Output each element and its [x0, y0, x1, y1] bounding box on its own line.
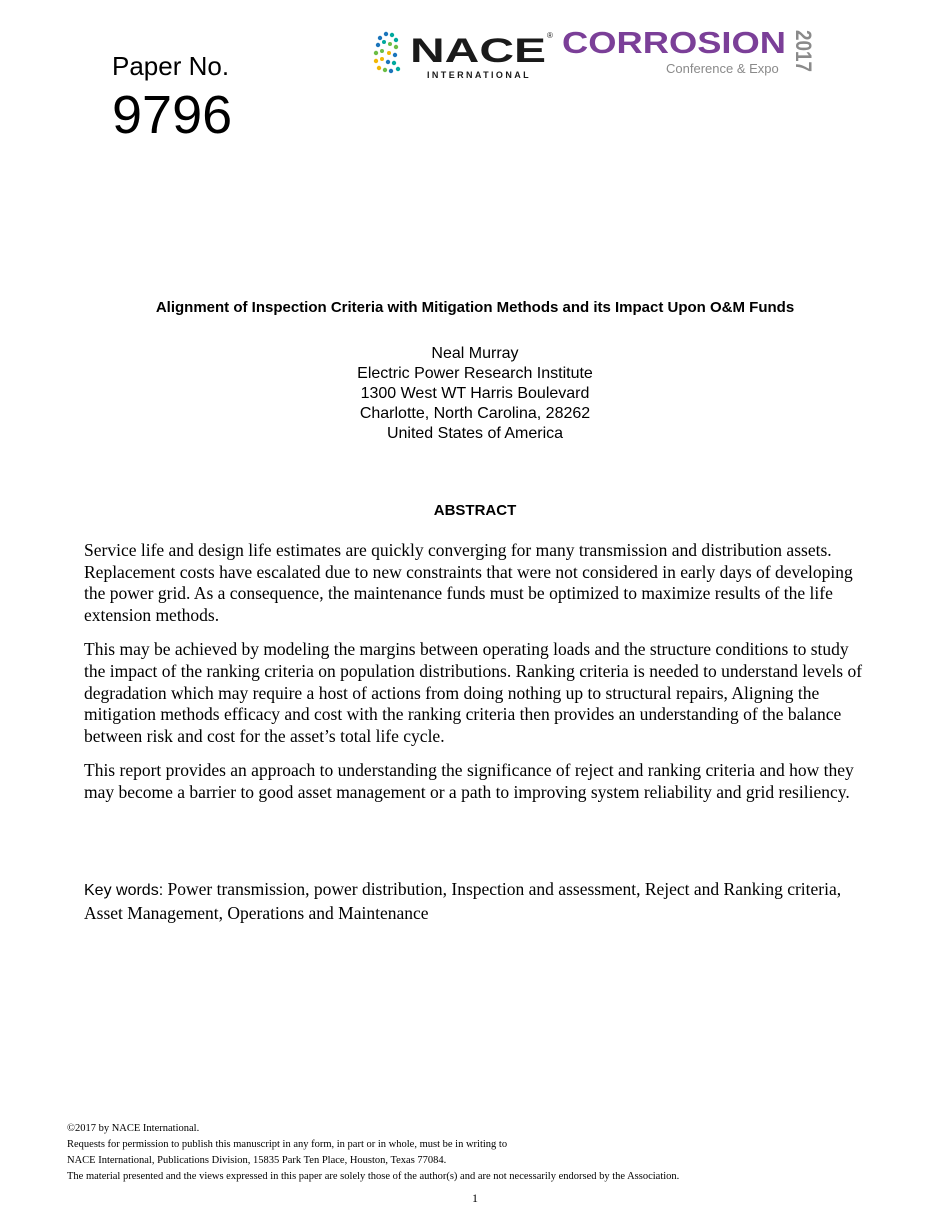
abstract-heading: ABSTRACT — [433, 502, 517, 519]
author-street: 1300 West WT Harris Boulevard — [360, 385, 590, 402]
footer-line: Requests for permission to publish this manuscript in any form, in part or in whole, must be in writing to — [67, 1139, 508, 1150]
paper-number: 9796 — [112, 85, 233, 145]
registered-mark: ® — [547, 31, 553, 40]
author-block — [200, 344, 750, 444]
copyright-footer — [67, 1121, 887, 1185]
footer-line: ©2017 by NACE International. — [67, 1123, 200, 1134]
abstract-paragraph: This report provides an approach to understanding the significance of reject and ranking criteria and how they may become a barrier to good asset management or a path to improving system reliability and grid resiliency. — [84, 760, 854, 802]
author-city: Charlotte, North Carolina, 28262 — [359, 405, 591, 422]
keywords-text: Power transmission, power distribution, Inspection and assessment, Reject and Ranking criteria, Asset Management, Operations and Maintenance — [84, 879, 842, 923]
keywords-label: Key words: — [84, 882, 164, 899]
keywords — [84, 878, 874, 924]
footer-line: NACE International, Publications Division, 15835 Park Ten Place, Houston, Texas 77084. — [67, 1155, 447, 1166]
author-name: Neal Murray — [431, 345, 519, 362]
page-number: 1 — [472, 1191, 478, 1205]
nace-swirl-icon — [374, 32, 400, 73]
abstract-body — [84, 540, 874, 817]
paper-number-label: Paper No. — [112, 51, 230, 81]
conference-expo-subtitle: Conference & Expo — [666, 61, 779, 76]
abstract-paragraph: This may be achieved by modeling the margins between operating loads and the structure conditions to study the impact of the ranking criteria on population distributions. Ranking criteria is needed to understand levels of degradation which may require a host of actions from doing nothing up to structural repairs, Aligning the mitigation methods efficacy and cost with the ranking criteria then provides an understanding of the balance between risk and cost for the asset’s total life cycle. — [84, 639, 863, 746]
corrosion-2017-logo — [560, 26, 825, 80]
nace-wordmark: NACE — [410, 32, 546, 70]
nace-international-logo — [370, 28, 560, 82]
corrosion-wordmark: CORROSION — [562, 26, 786, 60]
author-country: United States of America — [386, 425, 564, 442]
nace-subtitle: INTERNATIONAL — [427, 70, 532, 80]
conference-year: 2017 — [791, 30, 816, 79]
footer-line: The material presented and the views expressed in this paper are solely those of the author(s) and are not necessarily endorsed by the Association. — [67, 1171, 680, 1182]
abstract-paragraph: Service life and design life estimates are quickly converging for many transmission and distribution assets. Replacement costs have escalated due to new constraints that were not considered in early days of developing the power grid. As a consequence, the maintenance funds must be optimized to maximize results of the life extension methods. — [84, 540, 853, 625]
author-affiliation: Electric Power Research Institute — [357, 365, 593, 382]
paper-title: Alignment of Inspection Criteria with Mitigation Methods and its Impact Upon O&M Funds — [155, 299, 795, 316]
